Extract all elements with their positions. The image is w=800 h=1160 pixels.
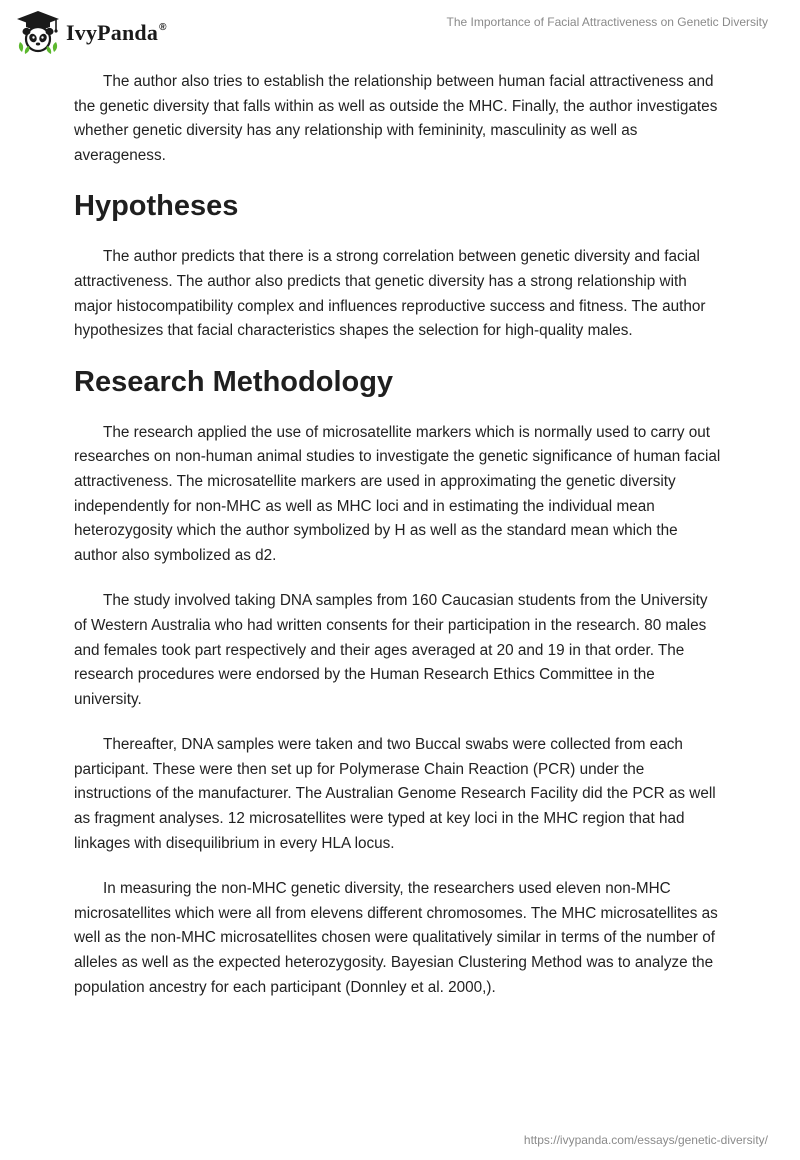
section-heading-hypotheses: Hypotheses xyxy=(74,190,239,223)
panda-graduation-cap-icon xyxy=(14,8,62,56)
methodology-paragraph-2: The study involved taking DNA samples from 160 Caucasian students from the University of Western Australia who had written consents for their participation in the research. 80 males and females took part respectively and their ages averaged at 20 and 19 in that order. The research procedures were endorsed by the Human Research Ethics Committee in the university. xyxy=(74,592,708,708)
page-header xyxy=(0,0,800,60)
source-url[interactable]: https://ivypanda.com/essays/genetic-diversity/ xyxy=(523,1133,768,1147)
methodology-paragraph-4: In measuring the non-MHC genetic diversity, the researchers used eleven non-MHC microsatellites which were all from elevens different chromosomes. The MHC microsatellites as well as the non-MHC microsatellites chosen were qualitatively similar in terms of the number of alleles as well as the expected heterozygosity. Bayesian Clustering Method was to analyze the population ancestry for each participant (Donnley et al. 2000,). xyxy=(74,880,718,996)
document-title: The Importance of Facial Attractiveness on Genetic Diversity xyxy=(446,15,768,29)
methodology-paragraph-3: Thereafter, DNA samples were taken and two Buccal swabs were collected from each participant. These were then set up for Polymerase Chain Reaction (PCR) under the instructions of the manufacturer. The Australian Genome Research Facility did the PCR as well as fragment analyses. 12 microsatellites were typed at key loci in the MHC region that had linkages with disequilibrium in every HLA locus. xyxy=(74,736,716,852)
brand-name: IvyPanda® xyxy=(66,20,167,45)
ivypanda-logo[interactable] xyxy=(14,8,167,56)
methodology-paragraph-1: The research applied the use of microsatellite markers which is normally used to carry out researches on non-human animal studies to investigate the genetic significance of human facial attractiveness. The microsatellite markers are used in approximating the genetic diversity independently for non-MHC as well as MHC loci and in estimating the individual mean heterozygosity which the author symbolized by H as well as the standard mean which the author also symbolized as d2. xyxy=(74,423,721,564)
hypotheses-paragraph: The author predicts that there is a strong correlation between genetic diversity and facial attractiveness. The author also predicts that genetic diversity has a strong relationship with major histocompatibility complex and influences reproductive success and fitness. The author hypothesizes that facial characteristics shapes the selection for high-quality males. xyxy=(74,248,706,340)
section-heading-research-methodology: Research Methodology xyxy=(74,365,394,398)
registered-mark: ® xyxy=(159,22,167,33)
intro-paragraph: The author also tries to establish the relationship between human facial attractiveness and the genetic diversity that falls within as well as outside the MHC. Finally, the author investigates whether genetic diversity has any relationship with femininity, masculinity as well as averageness. xyxy=(74,73,718,164)
essay-content xyxy=(74,70,724,1021)
